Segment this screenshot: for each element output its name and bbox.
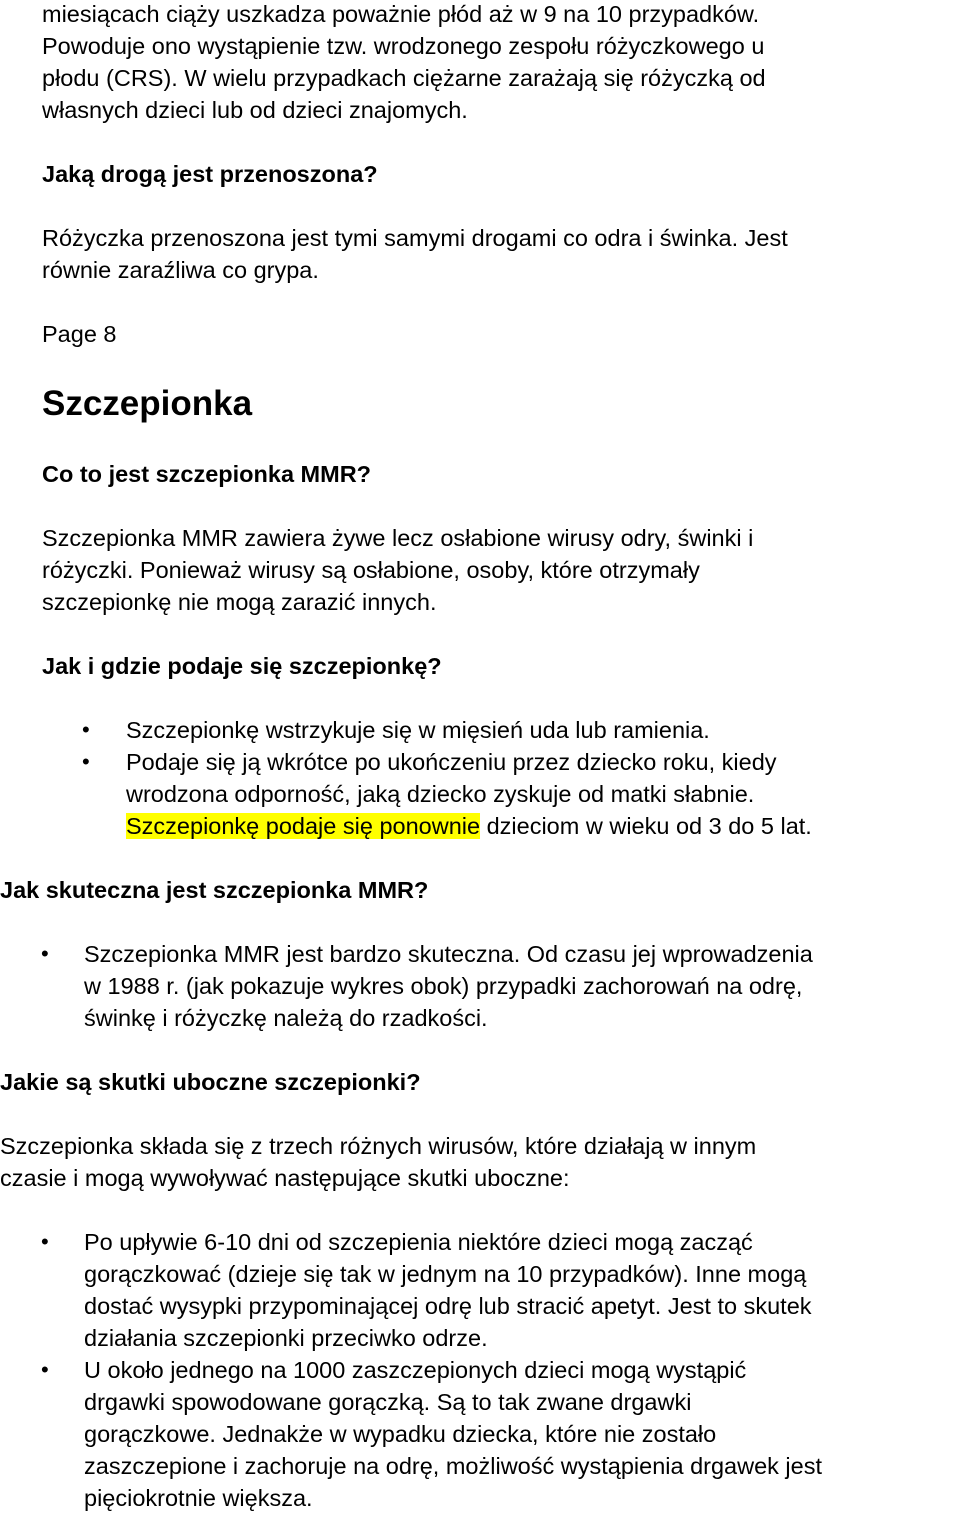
intro-line: miesiącach ciąży uszkadza poważnie płód aż w 9 na 10 przypadków. <box>42 1 760 27</box>
side-effects-bullet-line: działania szczepionki przeciwko odrze. <box>84 1325 488 1351</box>
transmission-heading: Jaką drogą jest przenoszona? <box>42 161 378 187</box>
side-effects-bullet-line: gorączkować (dzieje się tak w jednym na 10 przypadków). Inne mogą <box>84 1261 807 1287</box>
side-effects-line: czasie i mogą wywoływać następujące skutki uboczne: <box>0 1165 570 1191</box>
transmission-line: równie zaraźliwa co grypa. <box>42 257 319 283</box>
side-effects-bullet-line: gorączkowe. Jednakże w wypadku dziecka, które nie zostało <box>84 1421 717 1447</box>
side-effects-heading: Jakie są skutki uboczne szczepionki? <box>0 1069 421 1095</box>
side-effects-bullet-line: drgawki spowodowane gorączką. Są to tak zwane drgawki <box>84 1389 692 1415</box>
where-bullet-line: Szczepionkę wstrzykuje się w mięsień uda lub ramienia. <box>126 717 710 743</box>
highlighted-text: Szczepionkę podaje się ponownie <box>126 813 481 839</box>
transmission-line: Różyczka przenoszona jest tymi samymi drogami co odra i świnka. Jest <box>42 225 788 251</box>
side-effects-bullet-line: zaszczepione i zachoruje na odrę, możliwość wystąpienia drgawek jest <box>84 1453 823 1479</box>
bullet-icon: • <box>41 1357 49 1382</box>
effectiveness-line: świnkę i różyczkę należą do rzadkości. <box>84 1005 488 1031</box>
page-label: Page 8 <box>42 321 117 347</box>
where-bullet-line <box>126 810 812 842</box>
where-bullet-line: wrodzona odporność, jaką dziecko zyskuje od matki słabnie. <box>126 781 755 807</box>
side-effects-bullet-line: U około jednego na 1000 zaszczepionych dzieci mogą wystąpić <box>84 1357 747 1383</box>
side-effects-bullet-line: dostać wysypki przypominającej odrę lub stracić apetyt. Jest to skutek <box>84 1293 812 1319</box>
what-is-heading: Co to jest szczepionka MMR? <box>42 461 372 487</box>
effectiveness-heading: Jak skuteczna jest szczepionka MMR? <box>0 877 429 903</box>
intro-line: płodu (CRS). W wielu przypadkach ciężarne zarażają się różyczką od <box>42 65 766 91</box>
what-is-line: Szczepionka MMR zawiera żywe lecz osłabione wirusy odry, świnki i <box>42 525 754 551</box>
bullet-icon: • <box>82 749 90 774</box>
what-is-line: szczepionkę nie mogą zarazić innych. <box>42 589 437 615</box>
effectiveness-line: Szczepionka MMR jest bardzo skuteczna. Od czasu jej wprowadzenia <box>84 941 813 967</box>
bullet-icon: • <box>41 1229 49 1254</box>
bullet-icon: • <box>41 941 49 966</box>
where-bullet-rest: dzieciom w wieku od 3 do 5 lat. <box>480 813 812 839</box>
side-effects-line: Szczepionka składa się z trzech różnych wirusów, które działają w innym <box>0 1133 757 1159</box>
what-is-line: różyczki. Ponieważ wirusy są osłabione, osoby, które otrzymały <box>42 557 700 583</box>
side-effects-bullet-line: Po upływie 6-10 dni od szczepienia niektóre dzieci mogą zacząć <box>84 1229 753 1255</box>
where-heading: Jak i gdzie podaje się szczepionkę? <box>42 653 442 679</box>
section-title: Szczepionka <box>42 384 253 423</box>
effectiveness-line: w 1988 r. (jak pokazuje wykres obok) przypadki zachorowań na odrę, <box>84 973 803 999</box>
intro-line: Powoduje ono wystąpienie tzw. wrodzonego zespołu różyczkowego u <box>42 33 765 59</box>
bullet-icon: • <box>82 717 90 742</box>
where-bullet-line: Podaje się ją wkrótce po ukończeniu przez dziecko roku, kiedy <box>126 749 777 775</box>
intro-line: własnych dzieci lub od dzieci znajomych. <box>42 97 468 123</box>
side-effects-bullet-line: pięciokrotnie większa. <box>84 1485 313 1511</box>
